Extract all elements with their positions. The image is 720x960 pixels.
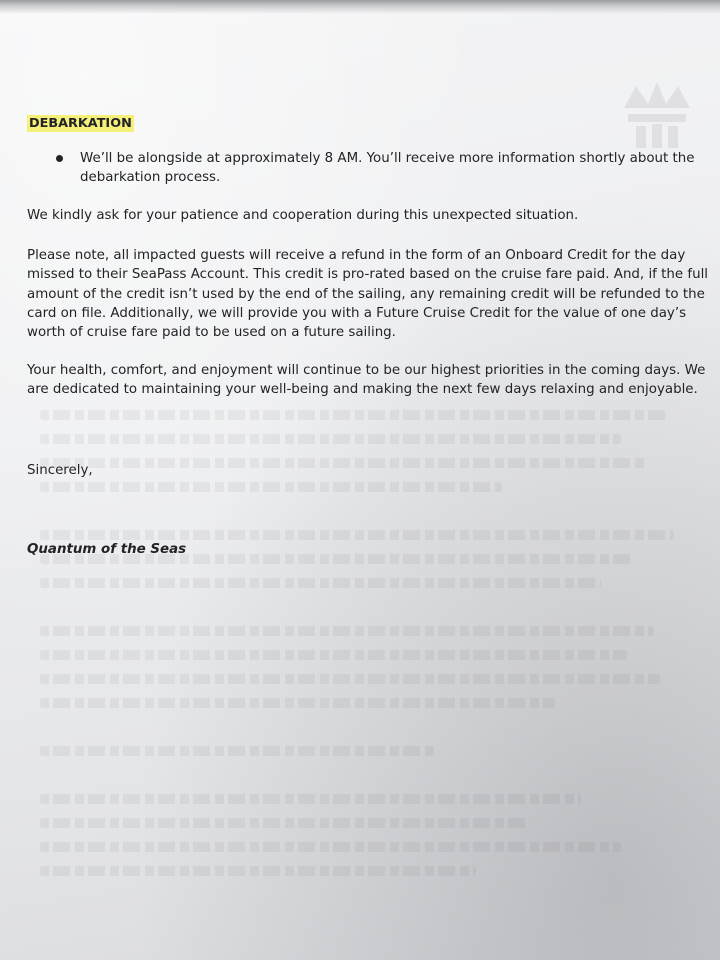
text-line: worth of cruise fare paid to be used on a future sailing. bbox=[27, 325, 396, 341]
signature: Quantum of the Seas bbox=[27, 542, 187, 557]
page-edge-shadow bbox=[0, 0, 720, 14]
crown-anchor-logo-icon bbox=[618, 78, 696, 150]
text-line: debarkation process. bbox=[80, 170, 221, 186]
bullet-item-debarkation bbox=[80, 149, 695, 188]
bullet-dot-icon bbox=[56, 155, 63, 162]
paragraph-health bbox=[27, 361, 705, 400]
text-line: card on file. Additionally, we will provide you with a Future Cruise Credit for the value of one day’s bbox=[27, 305, 687, 321]
text-line: missed to their SeaPass Account. This credit is pro-rated based on the cruise fare paid. And, if the full bbox=[27, 267, 709, 283]
text-line: Your health, comfort, and enjoyment will continue to be our highest priorities in the coming days. We bbox=[27, 363, 706, 378]
text-line: are dedicated to maintaining your well-being and making the next few days relaxing and enjoyable. bbox=[27, 382, 698, 398]
section-heading-debarkation: DEBARKATION bbox=[29, 116, 132, 131]
text-line: Please note, all impacted guests will receive a refund in the form of an Onboard Credit for the day bbox=[27, 248, 686, 263]
paragraph-refund bbox=[27, 246, 708, 342]
back-side-text-bleed bbox=[40, 410, 700, 910]
paragraph-patience: We kindly ask for your patience and cooperation during this unexpected situation. bbox=[27, 208, 579, 223]
text-line: We’ll be alongside at approximately 8 AM. You’ll receive more information shortly about the bbox=[80, 151, 695, 166]
text-line: amount of the credit isn’t used by the end of the sailing, any remaining credit will be refunded to the bbox=[27, 286, 705, 302]
closing-salutation: Sincerely, bbox=[27, 463, 93, 478]
